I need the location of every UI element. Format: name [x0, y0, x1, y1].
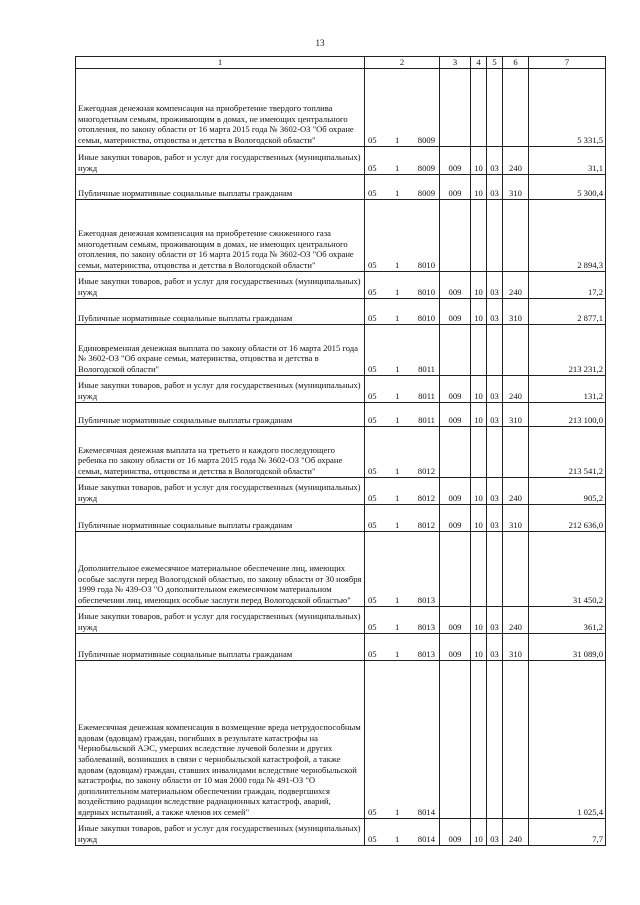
section-code: 05	[368, 415, 377, 425]
amount-value: 2 894,3	[529, 199, 606, 271]
expense-type-code: 310	[503, 402, 529, 426]
table-row	[76, 504, 606, 531]
section-code: 05	[368, 313, 377, 323]
amount-value: 31 089,0	[529, 633, 606, 660]
ministry-code	[440, 660, 471, 818]
target-code: 8009	[417, 188, 435, 198]
row-description: Иные закупки товаров, работ и услуг для государственных (муниципальных) нужд	[76, 146, 365, 174]
table-row	[76, 271, 606, 298]
section-code: 05	[368, 493, 377, 503]
header-cell: 5	[487, 57, 503, 69]
section-number: 10	[471, 504, 487, 531]
row-code-cell	[365, 606, 440, 633]
section-code: 05	[368, 391, 377, 401]
amount-value: 2 877,1	[529, 298, 606, 324]
amount-value: 361,2	[529, 606, 606, 633]
subsection-number: 03	[487, 477, 503, 504]
ministry-code: 009	[440, 146, 471, 174]
section-code: 05	[368, 466, 377, 476]
ministry-code	[440, 426, 471, 477]
target-code: 8009	[417, 135, 435, 145]
target-code: 8010	[417, 260, 435, 270]
section-number: 10	[471, 818, 487, 845]
row-description: Единовременная денежная выплата по закону области от 16 марта 2015 года № 3602-ОЗ "Об охране семьи, материнства, отцовства и детства в Вологодской области"	[76, 324, 365, 375]
amount-value: 213 100,0	[529, 402, 606, 426]
expense-type-code: 240	[503, 477, 529, 504]
ministry-code: 009	[440, 477, 471, 504]
row-code-cell	[365, 504, 440, 531]
section-code: 05	[368, 287, 377, 297]
row-code-cell	[365, 174, 440, 199]
subsection-number: 03	[487, 375, 503, 402]
target-code: 8009	[417, 163, 435, 173]
program-code: 1	[395, 260, 400, 270]
program-code: 1	[395, 807, 400, 817]
target-code: 8013	[417, 622, 435, 632]
section-code: 05	[368, 807, 377, 817]
amount-value: 7,7	[529, 818, 606, 845]
row-code-cell	[365, 402, 440, 426]
row-description: Иные закупки товаров, работ и услуг для государственных (муниципальных) нужд	[76, 375, 365, 402]
header-row	[76, 57, 606, 69]
row-description: Публичные нормативные социальные выплаты гражданам	[76, 174, 365, 199]
amount-value: 905,2	[529, 477, 606, 504]
program-code: 1	[395, 163, 400, 173]
expense-type-code: 310	[503, 298, 529, 324]
row-code-cell	[365, 199, 440, 271]
row-code-cell	[365, 324, 440, 375]
table-row	[76, 199, 606, 271]
ministry-code	[440, 199, 471, 271]
expense-type-code	[503, 426, 529, 477]
header-cell: 3	[440, 57, 471, 69]
row-code-cell	[365, 818, 440, 845]
row-code-cell	[365, 633, 440, 660]
subsection-number: 03	[487, 402, 503, 426]
table-row	[76, 402, 606, 426]
target-code: 8012	[417, 520, 435, 530]
target-code: 8013	[417, 649, 435, 659]
subsection-number	[487, 531, 503, 606]
expense-type-code	[503, 199, 529, 271]
program-code: 1	[395, 364, 400, 374]
subsection-number: 03	[487, 271, 503, 298]
row-description: Иные закупки товаров, работ и услуг для государственных (муниципальных) нужд	[76, 271, 365, 298]
section-number: 10	[471, 606, 487, 633]
table-row	[76, 68, 606, 146]
program-code: 1	[395, 595, 400, 605]
program-code: 1	[395, 287, 400, 297]
section-code: 05	[368, 622, 377, 632]
target-code: 8011	[418, 391, 435, 401]
subsection-number	[487, 199, 503, 271]
row-description: Иные закупки товаров, работ и услуг для государственных (муниципальных) нужд	[76, 606, 365, 633]
page-number: 13	[315, 38, 325, 48]
table-row	[76, 606, 606, 633]
program-code: 1	[395, 135, 400, 145]
row-code-cell	[365, 531, 440, 606]
program-code: 1	[395, 834, 400, 844]
row-description: Ежегодная денежная компенсация на приобретение твердого топлива многодетным семьям, проживающим в домах, не имеющих центрального отопления, по закону области от 16 марта 2015 года № 3602-ОЗ "Об охране семьи, материнства, отцовства и детства в Вологодской области"	[76, 68, 365, 146]
ministry-code: 009	[440, 818, 471, 845]
target-code: 8014	[417, 807, 435, 817]
row-description: Публичные нормативные социальные выплаты гражданам	[76, 504, 365, 531]
table-row	[76, 146, 606, 174]
table-row	[76, 818, 606, 845]
subsection-number	[487, 426, 503, 477]
section-number	[471, 324, 487, 375]
program-code: 1	[395, 493, 400, 503]
table-row	[76, 660, 606, 818]
section-number: 10	[471, 633, 487, 660]
subsection-number: 03	[487, 504, 503, 531]
table-row	[76, 426, 606, 477]
expense-type-code: 240	[503, 606, 529, 633]
table-row	[76, 633, 606, 660]
row-description: Иные закупки товаров, работ и услуг для государственных (муниципальных) нужд	[76, 818, 365, 845]
subsection-number	[487, 68, 503, 146]
section-number	[471, 531, 487, 606]
table-row	[76, 324, 606, 375]
section-code: 05	[368, 260, 377, 270]
subsection-number	[487, 660, 503, 818]
row-description: Ежегодная денежная компенсация на приобретение сжиженного газа многодетным семьям, проживающим в домах, не имеющих центрального отопления, по закону области от 16 марта 2015 года № 3602-ОЗ "Об охране семьи, материнства, отцовства и детства в Вологодской области"	[76, 199, 365, 271]
amount-value: 131,2	[529, 375, 606, 402]
table-row	[76, 174, 606, 199]
amount-value: 5 300,4	[529, 174, 606, 199]
row-description: Дополнительное ежемесячное материальное обеспечение лиц, имеющих особые заслуги перед Вологодской областью, по закону области от 30 ноября 1999 года № 439-ОЗ "О дополнительном ежемесячном материальном обеспечении лиц, имеющих особые заслуги перед Вологодской областью"	[76, 531, 365, 606]
expense-type-code	[503, 68, 529, 146]
section-number	[471, 426, 487, 477]
section-code: 05	[368, 135, 377, 145]
program-code: 1	[395, 313, 400, 323]
row-description: Публичные нормативные социальные выплаты гражданам	[76, 298, 365, 324]
subsection-number: 03	[487, 606, 503, 633]
program-code: 1	[395, 649, 400, 659]
target-code: 8014	[417, 834, 435, 844]
section-number: 10	[471, 146, 487, 174]
expense-type-code	[503, 531, 529, 606]
table-row	[76, 298, 606, 324]
ministry-code: 009	[440, 402, 471, 426]
section-number: 10	[471, 174, 487, 199]
ministry-code: 009	[440, 271, 471, 298]
section-code: 05	[368, 649, 377, 659]
expense-type-code: 240	[503, 146, 529, 174]
section-number: 10	[471, 375, 487, 402]
program-code: 1	[395, 622, 400, 632]
amount-value: 213 231,2	[529, 324, 606, 375]
subsection-number: 03	[487, 633, 503, 660]
section-number	[471, 199, 487, 271]
section-code: 05	[368, 520, 377, 530]
header-cell: 7	[529, 57, 606, 69]
target-code: 8012	[417, 466, 435, 476]
row-code-cell	[365, 146, 440, 174]
target-code: 8011	[418, 415, 435, 425]
table-row	[76, 531, 606, 606]
ministry-code: 009	[440, 375, 471, 402]
section-number: 10	[471, 271, 487, 298]
ministry-code	[440, 68, 471, 146]
row-code-cell	[365, 298, 440, 324]
amount-value: 212 636,0	[529, 504, 606, 531]
expense-type-code: 310	[503, 174, 529, 199]
expense-type-code: 240	[503, 818, 529, 845]
target-code: 8012	[417, 493, 435, 503]
section-number: 10	[471, 477, 487, 504]
row-description: Ежемесячная денежная выплата на третьего и каждого последующего ребенка по закону области от 16 марта 2015 года № 3602-ОЗ "Об охране семьи, материнства, отцовства и детства в Вологодской области"	[76, 426, 365, 477]
subsection-number: 03	[487, 146, 503, 174]
program-code: 1	[395, 415, 400, 425]
section-code: 05	[368, 188, 377, 198]
program-code: 1	[395, 520, 400, 530]
section-code: 05	[368, 163, 377, 173]
amount-value: 213 541,2	[529, 426, 606, 477]
ministry-code: 009	[440, 633, 471, 660]
expense-type-code	[503, 324, 529, 375]
expense-type-code: 310	[503, 633, 529, 660]
target-code: 8011	[418, 364, 435, 374]
header-cell: 2	[365, 57, 440, 69]
row-description: Публичные нормативные социальные выплаты гражданам	[76, 633, 365, 660]
expense-type-code	[503, 660, 529, 818]
expense-type-code: 240	[503, 271, 529, 298]
target-code: 8010	[417, 313, 435, 323]
header-cell: 4	[471, 57, 487, 69]
ministry-code	[440, 531, 471, 606]
expense-type-code: 240	[503, 375, 529, 402]
header-cell: 1	[76, 57, 365, 69]
row-code-cell	[365, 375, 440, 402]
amount-value: 17,2	[529, 271, 606, 298]
row-description: Иные закупки товаров, работ и услуг для государственных (муниципальных) нужд	[76, 477, 365, 504]
ministry-code: 009	[440, 606, 471, 633]
row-description: Публичные нормативные социальные выплаты гражданам	[76, 402, 365, 426]
section-code: 05	[368, 595, 377, 605]
row-code-cell	[365, 68, 440, 146]
section-number	[471, 68, 487, 146]
table-row	[76, 375, 606, 402]
target-code: 8010	[417, 287, 435, 297]
ministry-code: 009	[440, 298, 471, 324]
section-code: 05	[368, 834, 377, 844]
row-code-cell	[365, 660, 440, 818]
row-code-cell	[365, 426, 440, 477]
expense-type-code: 310	[503, 504, 529, 531]
section-code: 05	[368, 364, 377, 374]
ministry-code	[440, 324, 471, 375]
section-number: 10	[471, 402, 487, 426]
amount-value: 31,1	[529, 146, 606, 174]
subsection-number: 03	[487, 818, 503, 845]
target-code: 8013	[417, 595, 435, 605]
row-description: Ежемесячная денежная компенсация в возмещение вреда нетрудоспособным вдовам (вдовцам) граждан, погибших в результате катастрофы на Чернобыльской АЭС, умерших вследствие лучевой болезни и других заболеваний, возникших в связи с чернобыльской катастрофой, а также вдовам (вдовцам) граждан, ставших инвалидами вследствие чернобыльской катастрофы, по закону области от 10 мая 2000 года № 491-ОЗ "О дополнительном материальном обеспечении граждан, подвергшихся воздействию радиации вследствие радиационных катастроф, аварий, ядерных испытаний, а также членов их семей"	[76, 660, 365, 818]
program-code: 1	[395, 391, 400, 401]
subsection-number: 03	[487, 174, 503, 199]
budget-table	[75, 56, 606, 846]
program-code: 1	[395, 188, 400, 198]
subsection-number: 03	[487, 298, 503, 324]
header-cell: 6	[503, 57, 529, 69]
section-number	[471, 660, 487, 818]
section-number: 10	[471, 298, 487, 324]
amount-value: 5 331,5	[529, 68, 606, 146]
ministry-code: 009	[440, 174, 471, 199]
amount-value: 31 450,2	[529, 531, 606, 606]
program-code: 1	[395, 466, 400, 476]
row-code-cell	[365, 271, 440, 298]
row-code-cell	[365, 477, 440, 504]
ministry-code: 009	[440, 504, 471, 531]
table-row	[76, 477, 606, 504]
subsection-number	[487, 324, 503, 375]
amount-value: 1 025,4	[529, 660, 606, 818]
